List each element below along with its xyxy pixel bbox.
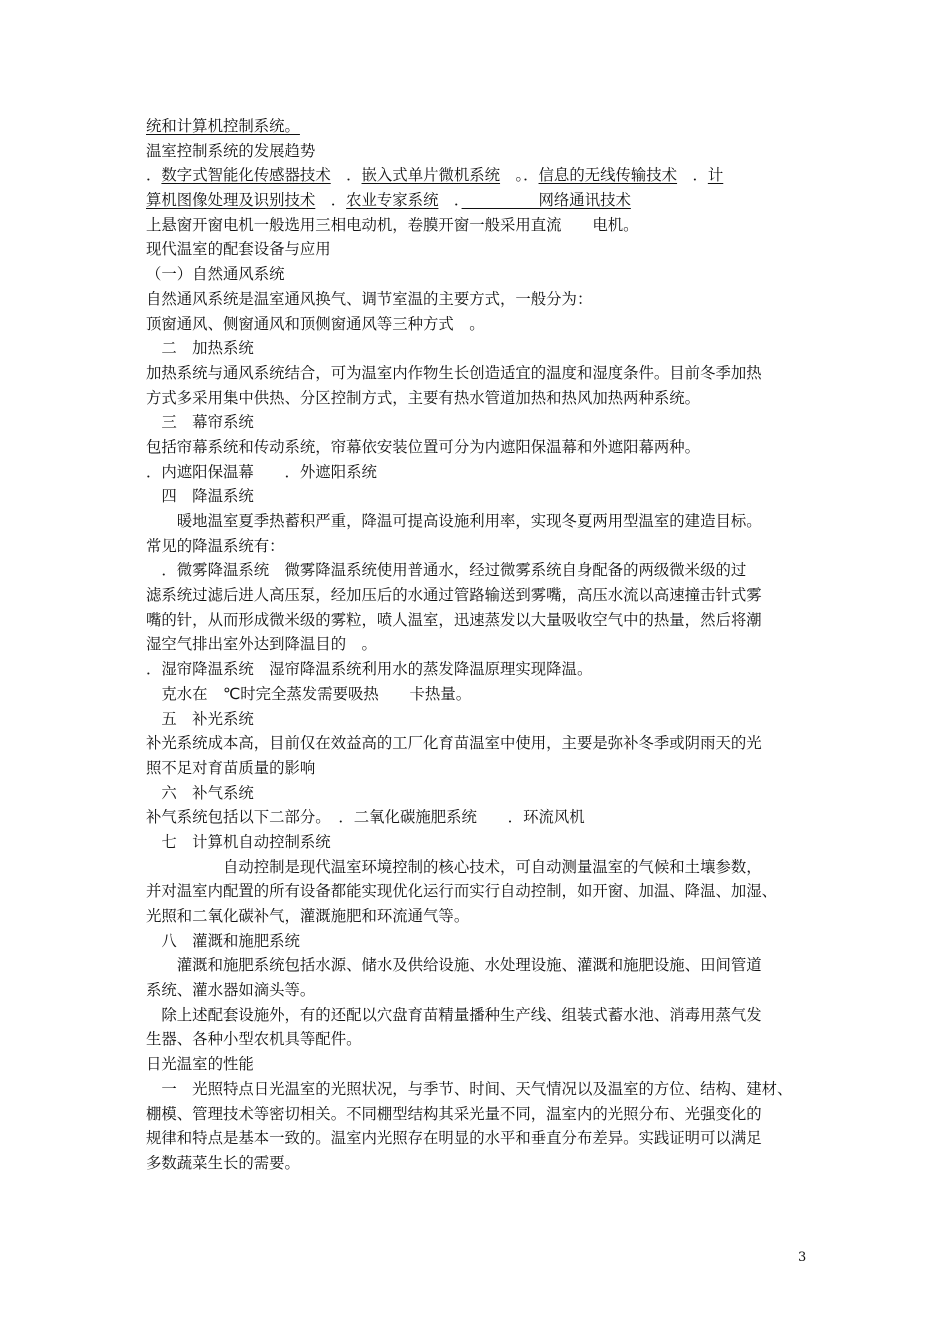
text-line: 一 光照特点日光温室的光照状况，与季节、时间、天气情况以及温室的方位、结构、建材、: [146, 1079, 793, 1098]
text-line: 棚模、管理技术等密切相关。不同棚型结构其采光量不同，温室内的光照分布、光强变化的: [146, 1104, 762, 1123]
text-line: ．数字式智能化传感器技术 ．嵌入式单片微机系统 。．信息的无线传输技术 ．计: [146, 166, 724, 185]
text-line: ．微雾降温系统 微雾降温系统使用普通水，经过微雾系统自身配备的两级微米级的过: [146, 561, 747, 580]
subsection-heading: 四 降温系统: [146, 487, 254, 506]
text-line: 克水在 ℃时完全蒸发需要吸热 卡热量。: [146, 684, 472, 703]
text-line: 生器、各种小型农机具等配件。: [146, 1030, 362, 1049]
text-line: 滤系统过滤后进人高压泵，经加压后的水通过管路输送到雾嘴，高压水流以高速撞击针式雾: [146, 586, 762, 605]
link-like-term: 计: [707, 166, 724, 185]
subsection-heading: 三 幕帘系统: [146, 413, 254, 432]
text-line: 加热系统与通风系统结合，可为温室内作物生长创造适宜的温度和湿度条件。目前冬季加热: [146, 363, 762, 382]
link-like-term: 算机图像处理及识别技术: [146, 191, 316, 210]
text-line: 系统、灌水器如滴头等。: [146, 981, 316, 1000]
body-text: [146, 114, 810, 1176]
text-line: 除上述配套设施外，有的还配以穴盘育苗精量播种生产线、组装式蓄水池、消毒用蒸气发: [146, 1005, 762, 1024]
link-like-term: 网络通讯技术: [461, 191, 631, 210]
text-line: ．内遮阳保温幕 ．外遮阳系统: [146, 462, 377, 481]
text-line: 湿空气排出室外达到降温目的 。: [146, 635, 377, 654]
text-line: 补气系统包括以下二部分。 ．二氧化碳施肥系统 ．环流风机: [146, 808, 585, 827]
text-line: 算机图像处理及识别技术 ．农业专家系统 ． 网络通讯技术: [146, 191, 631, 210]
text-line: 包括帘幕系统和传动系统，帘幕依安装位置可分为内遮阳保温幕和外遮阳幕两种。: [146, 437, 701, 456]
section-heading: 日光温室的性能: [146, 1055, 254, 1074]
text-line: 统和计算机控制系统。: [146, 117, 300, 135]
text-line: 补光系统成本高，目前仅在效益高的工厂化育苗温室中使用，主要是弥补冬季或阴雨天的光: [146, 734, 762, 753]
text-line: ．湿帘降温系统 湿帘降温系统利用水的蒸发降温原理实现降温。: [146, 660, 593, 679]
link-like-term: 信息的无线传输技术: [538, 166, 678, 185]
text-line: 照不足对育苗质量的影响: [146, 758, 316, 777]
section-heading: 温室控制系统的发展趋势: [146, 141, 316, 160]
link-like-term: 农业专家系统: [346, 191, 439, 210]
page-number: 3: [798, 1250, 807, 1265]
text-line: 并对温室内配置的所有设备都能实现优化运行而实行自动控制，如开窗、加温、降温、加湿、: [146, 882, 778, 901]
text-line: 自动控制是现代温室环境控制的核心技术，可自动测量温室的气候和土壤参数，: [146, 857, 762, 876]
subsection-heading: （一）自然通风系统: [146, 265, 285, 284]
text-line: 方式多采用集中供热、分区控制方式，主要有热水管道加热和热风加热两种系统。: [146, 388, 701, 407]
subsection-heading: 七 计算机自动控制系统: [146, 832, 331, 851]
text-line: 上悬窗开窗电机一般选用三相电动机，卷膜开窗一般采用直流 电机。: [146, 215, 639, 234]
subsection-heading: 六 补气系统: [146, 783, 254, 802]
subsection-heading: 二 加热系统: [146, 339, 254, 358]
text-line: 嘴的针，从而形成微米级的雾粒，喷人温室，迅速蒸发以大量吸收空气中的热量，然后将潮: [146, 610, 762, 629]
text-line: 自然通风系统是温室通风换气、调节室温的主要方式，一般分为：: [146, 289, 593, 308]
link-like-term: 嵌入式单片微机系统: [361, 166, 501, 185]
text-line: 多数蔬菜生长的需要。: [146, 1153, 300, 1172]
text-line: 光照和二氧化碳补气，灌溉施肥和环流通气等。: [146, 907, 470, 925]
link-like-term: 数字式智能化传感器技术: [161, 166, 331, 185]
text-line: 规律和特点是基本一致的。温室内光照存在明显的水平和垂直分布差异。实践证明可以满足: [146, 1129, 762, 1148]
subsection-heading: 八 灌溉和施肥系统: [146, 931, 300, 950]
text-line: 灌溉和施肥系统包括水源、储水及供给设施、水处理设施、灌溉和施肥设施、田间管道: [146, 956, 762, 975]
subsection-heading: 五 补光系统: [146, 709, 254, 728]
text-line: 暖地温室夏季热蓄积严重，降温可提高设施利用率，实现冬夏两用型温室的建造目标。: [146, 512, 762, 530]
section-heading: 现代温室的配套设备与应用: [146, 240, 331, 259]
text-line: 常见的降温系统有：: [146, 536, 285, 555]
text-line: 顶窗通风、侧窗通风和顶侧窗通风等三种方式 。: [146, 314, 485, 333]
